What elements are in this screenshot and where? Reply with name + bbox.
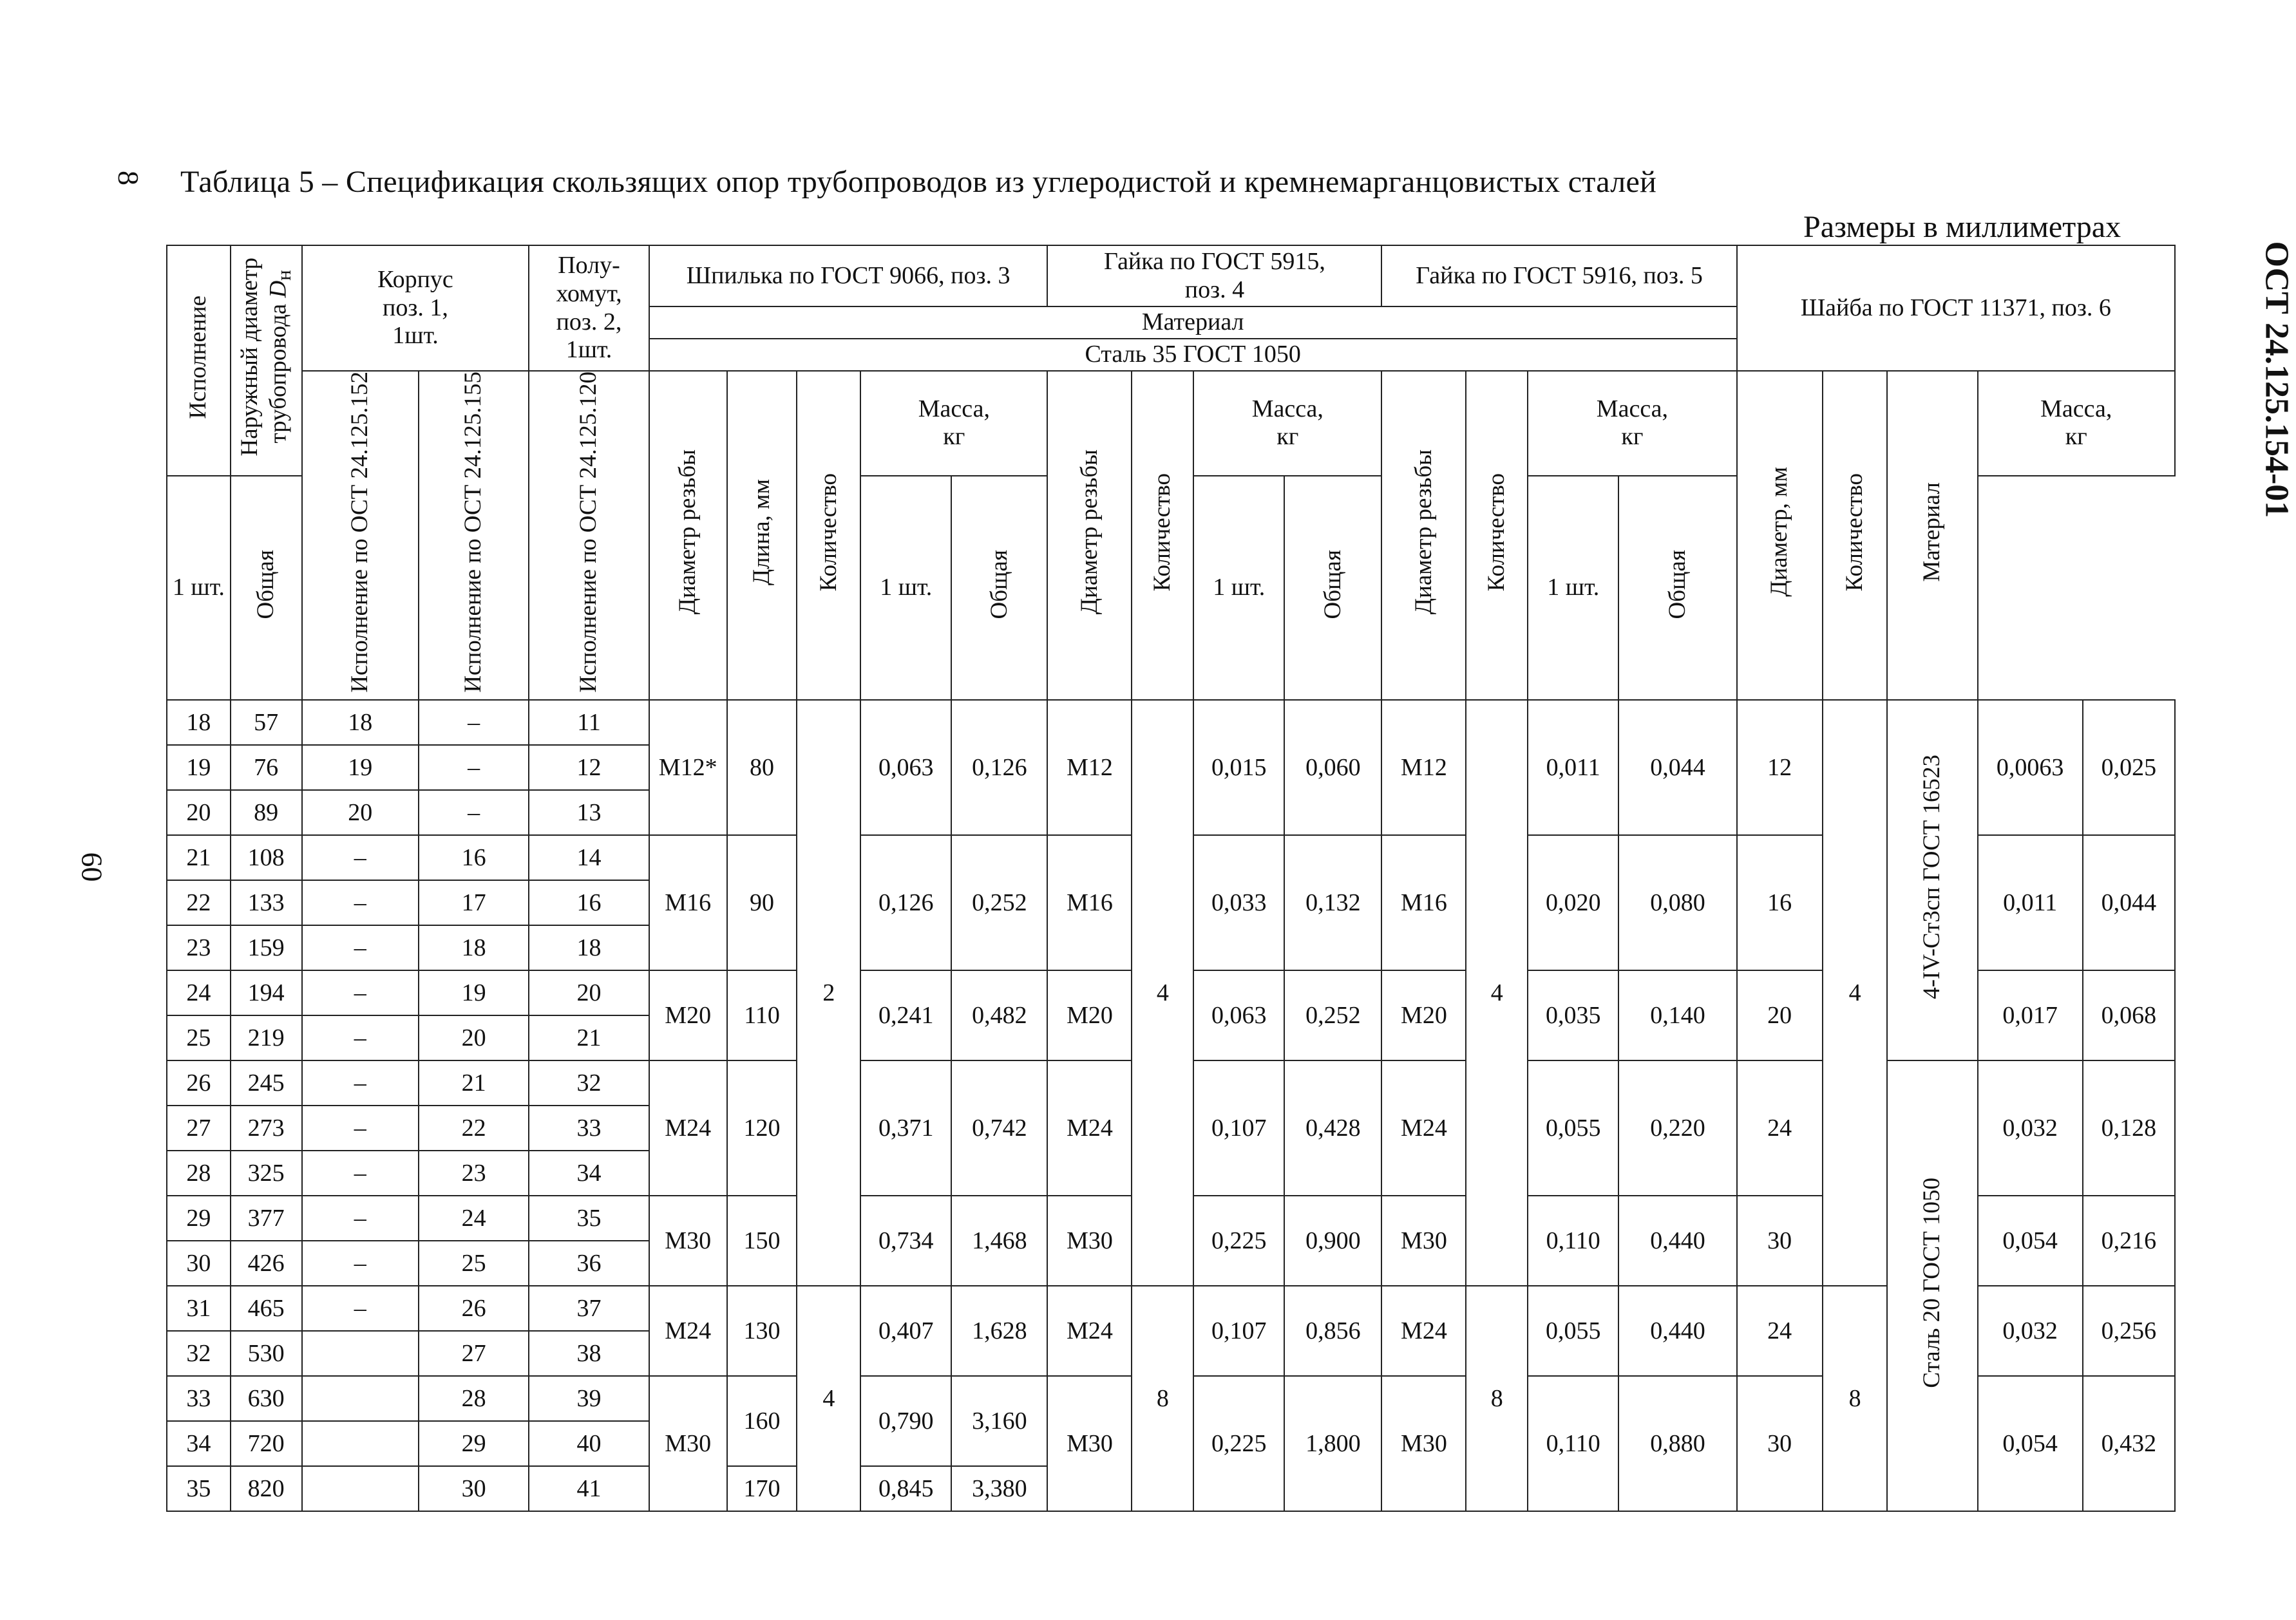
cell-stud-mass-1: 0,063 — [860, 700, 951, 835]
cell-g4-diam: М30 — [1047, 1376, 1132, 1511]
cell-g5-mass-1: 0,055 — [1528, 1286, 1618, 1376]
cell-w-diam: 16 — [1737, 835, 1823, 970]
header-stud-diam: Диаметр резьбы — [649, 371, 727, 700]
cell-w-material-upper-text: 4-IV-Ст3сп ГОСТ 16523 — [1919, 755, 1946, 999]
cell-diameter: 133 — [231, 880, 302, 925]
table-header — [167, 245, 2175, 700]
cell-korpus-152: – — [302, 1060, 419, 1106]
cell-stud-mass-total: 0,126 — [951, 700, 1047, 835]
cell-g4-mass-total: 0,428 — [1284, 1060, 1381, 1196]
cell-korpus-152: – — [302, 1196, 419, 1241]
cell-w-qty: 4 — [1823, 700, 1888, 1286]
cell-g4-qty: 4 — [1132, 700, 1193, 1286]
cell-g4-mass-1: 0,225 — [1193, 1196, 1284, 1286]
cell-poluhomut: 34 — [529, 1151, 649, 1196]
cell-g4-diam: М20 — [1047, 970, 1132, 1060]
cell-g4-diam: М30 — [1047, 1196, 1132, 1286]
table-row — [167, 700, 2175, 745]
cell-w-mass-total: 0,068 — [2083, 970, 2175, 1060]
cell-poluhomut: 32 — [529, 1060, 649, 1106]
cell-g4-mass-1: 0,015 — [1193, 700, 1284, 835]
header-poluhomut: Полу- хомут, поз. 2, 1шт. — [529, 245, 649, 371]
header-g4-mass: Масса, кг — [1193, 371, 1381, 476]
header-stud-mass: Масса, кг — [860, 371, 1047, 476]
cell-stud-mass-1: 0,845 — [860, 1466, 951, 1511]
cell-korpus-152: – — [302, 835, 419, 880]
cell-g4-qty: 8 — [1132, 1286, 1193, 1511]
cell-diameter: 820 — [231, 1466, 302, 1511]
cell-ispolnenie: 24 — [167, 970, 231, 1015]
cell-diameter: 76 — [231, 745, 302, 790]
cell-g4-mass-total: 0,900 — [1284, 1196, 1381, 1286]
cell-g4-mass-1: 0,225 — [1193, 1376, 1284, 1511]
cell-g5-qty: 8 — [1466, 1286, 1528, 1511]
cell-g5-mass-1: 0,020 — [1528, 835, 1618, 970]
cell-korpus-155: 19 — [419, 970, 529, 1015]
cell-w-mass-total: 0,128 — [2083, 1060, 2175, 1196]
cell-g5-diam: М16 — [1381, 835, 1466, 970]
cell-korpus-152: – — [302, 1106, 419, 1151]
side-page-number: 60 — [75, 852, 109, 882]
header-stud-mt: Общая — [231, 476, 302, 701]
cell-w-mass-1: 0,017 — [1978, 970, 2083, 1060]
cell-stud-mass-total: 1,468 — [951, 1196, 1047, 1286]
cell-diameter: 159 — [231, 925, 302, 970]
cell-korpus-155: 24 — [419, 1196, 529, 1241]
cell-g4-mass-1: 0,063 — [1193, 970, 1284, 1060]
cell-stud-mass-total: 3,160 — [951, 1376, 1047, 1466]
cell-ispolnenie: 20 — [167, 790, 231, 835]
header-g4-m1: 1 шт. — [860, 476, 951, 701]
cell-poluhomut: 21 — [529, 1015, 649, 1060]
cell-ispolnenie: 26 — [167, 1060, 231, 1106]
cell-korpus-152: – — [302, 880, 419, 925]
units-note: Размеры в миллиметрах — [1803, 210, 2121, 244]
cell-ispolnenie: 19 — [167, 745, 231, 790]
header-ispolnenie: Исполнение — [167, 245, 231, 476]
cell-korpus-155: 23 — [419, 1151, 529, 1196]
cell-korpus-152 — [302, 1466, 419, 1511]
cell-diameter: 89 — [231, 790, 302, 835]
cell-w-mass-total: 0,216 — [2083, 1196, 2175, 1286]
cell-poluhomut: 33 — [529, 1106, 649, 1151]
cell-korpus-155: 25 — [419, 1241, 529, 1286]
cell-g5-diam: М12 — [1381, 700, 1466, 835]
header-g5-m1: 1 шт. — [1193, 476, 1284, 701]
cell-g5-mass-total: 0,880 — [1618, 1376, 1736, 1511]
cell-korpus-152: – — [302, 970, 419, 1015]
cell-g4-mass-total: 0,060 — [1284, 700, 1381, 835]
cell-ispolnenie: 28 — [167, 1151, 231, 1196]
cell-w-mass-1: 0,032 — [1978, 1286, 2083, 1376]
cell-poluhomut: 20 — [529, 970, 649, 1015]
header-gaika-5916: Гайка по ГОСТ 5916, поз. 5 — [1381, 245, 1736, 306]
specification-table — [166, 245, 2176, 1512]
cell-stud-diam: М24 — [649, 1060, 727, 1196]
cell-g4-mass-total: 0,132 — [1284, 835, 1381, 970]
cell-diameter: 108 — [231, 835, 302, 880]
cell-korpus-155: – — [419, 790, 529, 835]
header-w-diam: Диаметр, мм — [1737, 371, 1823, 700]
header-diameter: Наружный диаметр трубопровода $D_н$ — [231, 245, 302, 476]
cell-g5-mass-total: 0,440 — [1618, 1196, 1736, 1286]
cell-ispolnenie: 23 — [167, 925, 231, 970]
cell-diameter: 630 — [231, 1376, 302, 1421]
cell-korpus-152: 20 — [302, 790, 419, 835]
cell-g5-diam: М20 — [1381, 970, 1466, 1060]
cell-korpus-152: – — [302, 1241, 419, 1286]
cell-poluhomut: 16 — [529, 880, 649, 925]
cell-diameter: 720 — [231, 1421, 302, 1466]
table-body — [167, 700, 2175, 1511]
cell-ispolnenie: 18 — [167, 700, 231, 745]
cell-w-mass-1: 0,011 — [1978, 835, 2083, 970]
cell-stud-length: 160 — [727, 1376, 797, 1466]
cell-poluhomut: 11 — [529, 700, 649, 745]
cell-poluhomut: 41 — [529, 1466, 649, 1511]
cell-w-mass-1: 0,054 — [1978, 1376, 2083, 1511]
header-w-qty: Количество — [1823, 371, 1888, 700]
cell-stud-mass-1: 0,790 — [860, 1376, 951, 1466]
cell-poluhomut: 36 — [529, 1241, 649, 1286]
cell-g4-diam: М12 — [1047, 700, 1132, 835]
cell-w-mass-1: 0,032 — [1978, 1060, 2083, 1196]
cell-korpus-155: 18 — [419, 925, 529, 970]
cell-ispolnenie: 34 — [167, 1421, 231, 1466]
cell-w-mass-1: 0,054 — [1978, 1196, 2083, 1286]
cell-w-material-upper — [1887, 700, 1977, 1060]
cell-ispolnenie: 29 — [167, 1196, 231, 1241]
cell-g4-mass-1: 0,107 — [1193, 1286, 1284, 1376]
cell-g5-mass-1: 0,035 — [1528, 970, 1618, 1060]
cell-g5-diam: М24 — [1381, 1060, 1466, 1196]
cell-w-mass-total: 0,044 — [2083, 835, 2175, 970]
cell-stud-mass-1: 0,371 — [860, 1060, 951, 1196]
cell-stud-length: 110 — [727, 970, 797, 1060]
cell-ispolnenie: 25 — [167, 1015, 231, 1060]
header-stud-length: Длина, мм — [727, 371, 797, 700]
header-g4-diam: Диаметр резьбы — [1047, 371, 1132, 700]
cell-korpus-155: 29 — [419, 1421, 529, 1466]
cell-stud-mass-1: 0,126 — [860, 835, 951, 970]
cell-stud-length: 80 — [727, 700, 797, 835]
header-w-mt: Общая — [1618, 476, 1736, 701]
cell-korpus-155: 17 — [419, 880, 529, 925]
cell-stud-qty: 2 — [797, 700, 860, 1286]
cell-w-mass-total: 0,256 — [2083, 1286, 2175, 1376]
cell-korpus-155: 27 — [419, 1331, 529, 1376]
header-g4-qty: Количество — [1132, 371, 1193, 700]
header-stud-m1: 1 шт. — [167, 476, 231, 701]
cell-korpus-155: 20 — [419, 1015, 529, 1060]
header-korpus: Корпус поз. 1, 1шт. — [302, 245, 529, 371]
cell-korpus-152 — [302, 1376, 419, 1421]
cell-poluhomut: 18 — [529, 925, 649, 970]
cell-korpus-155: 26 — [419, 1286, 529, 1331]
cell-korpus-155: 28 — [419, 1376, 529, 1421]
cell-poluhomut: 40 — [529, 1421, 649, 1466]
cell-korpus-152: 19 — [302, 745, 419, 790]
document-id: ОСТ 24.125.154-01 — [2258, 241, 2295, 518]
cell-stud-mass-total: 0,742 — [951, 1060, 1047, 1196]
cell-g5-mass-total: 0,440 — [1618, 1286, 1736, 1376]
cell-g5-diam: М24 — [1381, 1286, 1466, 1376]
cell-w-material-lower — [1887, 1060, 1977, 1511]
cell-ispolnenie: 35 — [167, 1466, 231, 1511]
header-poluhomut-120: Исполнение по ОСТ 24.125.120 — [529, 371, 649, 700]
cell-diameter: 273 — [231, 1106, 302, 1151]
cell-diameter: 426 — [231, 1241, 302, 1286]
cell-stud-mass-total: 1,628 — [951, 1286, 1047, 1376]
cell-stud-mass-1: 0,734 — [860, 1196, 951, 1286]
cell-stud-diam: М12* — [649, 700, 727, 835]
cell-w-diam: 20 — [1737, 970, 1823, 1060]
cell-korpus-152: 18 — [302, 700, 419, 745]
header-gaika-5915: Гайка по ГОСТ 5915, поз. 4 — [1047, 245, 1381, 306]
page-number: 8 — [112, 171, 145, 185]
cell-ispolnenie: 27 — [167, 1106, 231, 1151]
cell-g4-diam: М16 — [1047, 835, 1132, 970]
cell-ispolnenie: 22 — [167, 880, 231, 925]
cell-g5-mass-total: 0,080 — [1618, 835, 1736, 970]
cell-stud-diam: М20 — [649, 970, 727, 1060]
cell-korpus-152 — [302, 1421, 419, 1466]
cell-ispolnenie: 21 — [167, 835, 231, 880]
cell-diameter: 377 — [231, 1196, 302, 1241]
cell-korpus-152: – — [302, 1015, 419, 1060]
cell-korpus-152: – — [302, 925, 419, 970]
cell-w-diam: 24 — [1737, 1286, 1823, 1376]
header-stud-qty: Количество — [797, 371, 860, 700]
cell-g5-mass-total: 0,220 — [1618, 1060, 1736, 1196]
cell-korpus-152: – — [302, 1151, 419, 1196]
cell-g4-mass-total: 0,252 — [1284, 970, 1381, 1060]
cell-ispolnenie: 31 — [167, 1286, 231, 1331]
cell-w-mass-1: 0,0063 — [1978, 700, 2083, 835]
cell-stud-diam: М24 — [649, 1286, 727, 1376]
cell-poluhomut: 12 — [529, 745, 649, 790]
cell-g5-mass-1: 0,011 — [1528, 700, 1618, 835]
header-g4-mt: Общая — [951, 476, 1047, 701]
cell-w-material-lower-text: Сталь 20 ГОСТ 1050 — [1919, 1177, 1946, 1388]
cell-korpus-155: – — [419, 745, 529, 790]
cell-g4-diam: М24 — [1047, 1060, 1132, 1196]
cell-diameter: 530 — [231, 1331, 302, 1376]
cell-g5-mass-total: 0,140 — [1618, 970, 1736, 1060]
cell-korpus-155: 30 — [419, 1466, 529, 1511]
header-shaiba: Шайба по ГОСТ 11371, поз. 6 — [1737, 245, 2175, 371]
cell-w-diam: 30 — [1737, 1376, 1823, 1511]
cell-stud-mass-1: 0,241 — [860, 970, 951, 1060]
cell-w-mass-total: 0,432 — [2083, 1376, 2175, 1511]
cell-diameter: 245 — [231, 1060, 302, 1106]
cell-korpus-155: – — [419, 700, 529, 745]
cell-g4-mass-1: 0,107 — [1193, 1060, 1284, 1196]
cell-stud-qty: 4 — [797, 1286, 860, 1511]
cell-stud-length: 120 — [727, 1060, 797, 1196]
cell-g4-mass-total: 0,856 — [1284, 1286, 1381, 1376]
cell-g4-mass-total: 1,800 — [1284, 1376, 1381, 1511]
cell-stud-mass-total: 0,482 — [951, 970, 1047, 1060]
cell-poluhomut: 13 — [529, 790, 649, 835]
cell-w-mass-total: 0,025 — [2083, 700, 2175, 835]
cell-poluhomut: 37 — [529, 1286, 649, 1331]
cell-stud-mass-total: 3,380 — [951, 1466, 1047, 1511]
cell-ispolnenie: 30 — [167, 1241, 231, 1286]
cell-ispolnenie: 32 — [167, 1331, 231, 1376]
cell-g4-mass-1: 0,033 — [1193, 835, 1284, 970]
cell-diameter: 57 — [231, 700, 302, 745]
cell-stud-mass-1: 0,407 — [860, 1286, 951, 1376]
cell-diameter: 325 — [231, 1151, 302, 1196]
cell-g4-diam: М24 — [1047, 1286, 1132, 1376]
header-w-material: Материал — [1887, 371, 1977, 700]
cell-poluhomut: 39 — [529, 1376, 649, 1421]
cell-g5-diam: М30 — [1381, 1196, 1466, 1286]
cell-stud-length: 130 — [727, 1286, 797, 1376]
cell-poluhomut: 14 — [529, 835, 649, 880]
header-material-label: Материал — [649, 306, 1737, 339]
header-korpus-155: Исполнение по ОСТ 24.125.155 — [419, 371, 529, 700]
cell-diameter: 219 — [231, 1015, 302, 1060]
cell-ispolnenie: 33 — [167, 1376, 231, 1421]
header-w-m1: 1 шт. — [1528, 476, 1618, 701]
header-g5-qty: Количество — [1466, 371, 1528, 700]
cell-g5-mass-1: 0,110 — [1528, 1376, 1618, 1511]
cell-poluhomut: 35 — [529, 1196, 649, 1241]
cell-w-qty: 8 — [1823, 1286, 1888, 1511]
cell-korpus-155: 16 — [419, 835, 529, 880]
cell-g5-qty: 4 — [1466, 700, 1528, 1286]
cell-g5-mass-1: 0,110 — [1528, 1196, 1618, 1286]
cell-stud-length: 150 — [727, 1196, 797, 1286]
cell-w-diam: 12 — [1737, 700, 1823, 835]
cell-korpus-152: – — [302, 1286, 419, 1331]
header-w-mass: Масса, кг — [1978, 371, 2175, 476]
header-material-value: Сталь 35 ГОСТ 1050 — [649, 339, 1737, 371]
table-title: Таблица 5 – Спецификация скользящих опор трубопроводов из углеродистой и кремнемарганцовистых сталей — [180, 165, 1657, 199]
cell-w-diam: 24 — [1737, 1060, 1823, 1196]
header-g5-diam: Диаметр резьбы — [1381, 371, 1466, 700]
header-g5-mt: Общая — [1284, 476, 1381, 701]
cell-g5-mass-total: 0,044 — [1618, 700, 1736, 835]
cell-stud-length: 170 — [727, 1466, 797, 1511]
cell-stud-diam: М30 — [649, 1376, 727, 1511]
table-row — [167, 1286, 2175, 1331]
cell-poluhomut: 38 — [529, 1331, 649, 1376]
cell-stud-diam: М30 — [649, 1196, 727, 1286]
cell-korpus-155: 22 — [419, 1106, 529, 1151]
cell-w-diam: 30 — [1737, 1196, 1823, 1286]
cell-stud-length: 90 — [727, 835, 797, 970]
cell-g5-mass-1: 0,055 — [1528, 1060, 1618, 1196]
cell-diameter: 194 — [231, 970, 302, 1015]
cell-g5-diam: М30 — [1381, 1376, 1466, 1511]
header-korpus-152: Исполнение по ОСТ 24.125.152 — [302, 371, 419, 700]
header-g5-mass: Масса, кг — [1528, 371, 1737, 476]
cell-stud-mass-total: 0,252 — [951, 835, 1047, 970]
cell-korpus-152 — [302, 1331, 419, 1376]
cell-korpus-155: 21 — [419, 1060, 529, 1106]
cell-stud-diam: М16 — [649, 835, 727, 970]
cell-diameter: 465 — [231, 1286, 302, 1331]
header-shpilka: Шпилька по ГОСТ 9066, поз. 3 — [649, 245, 1048, 306]
